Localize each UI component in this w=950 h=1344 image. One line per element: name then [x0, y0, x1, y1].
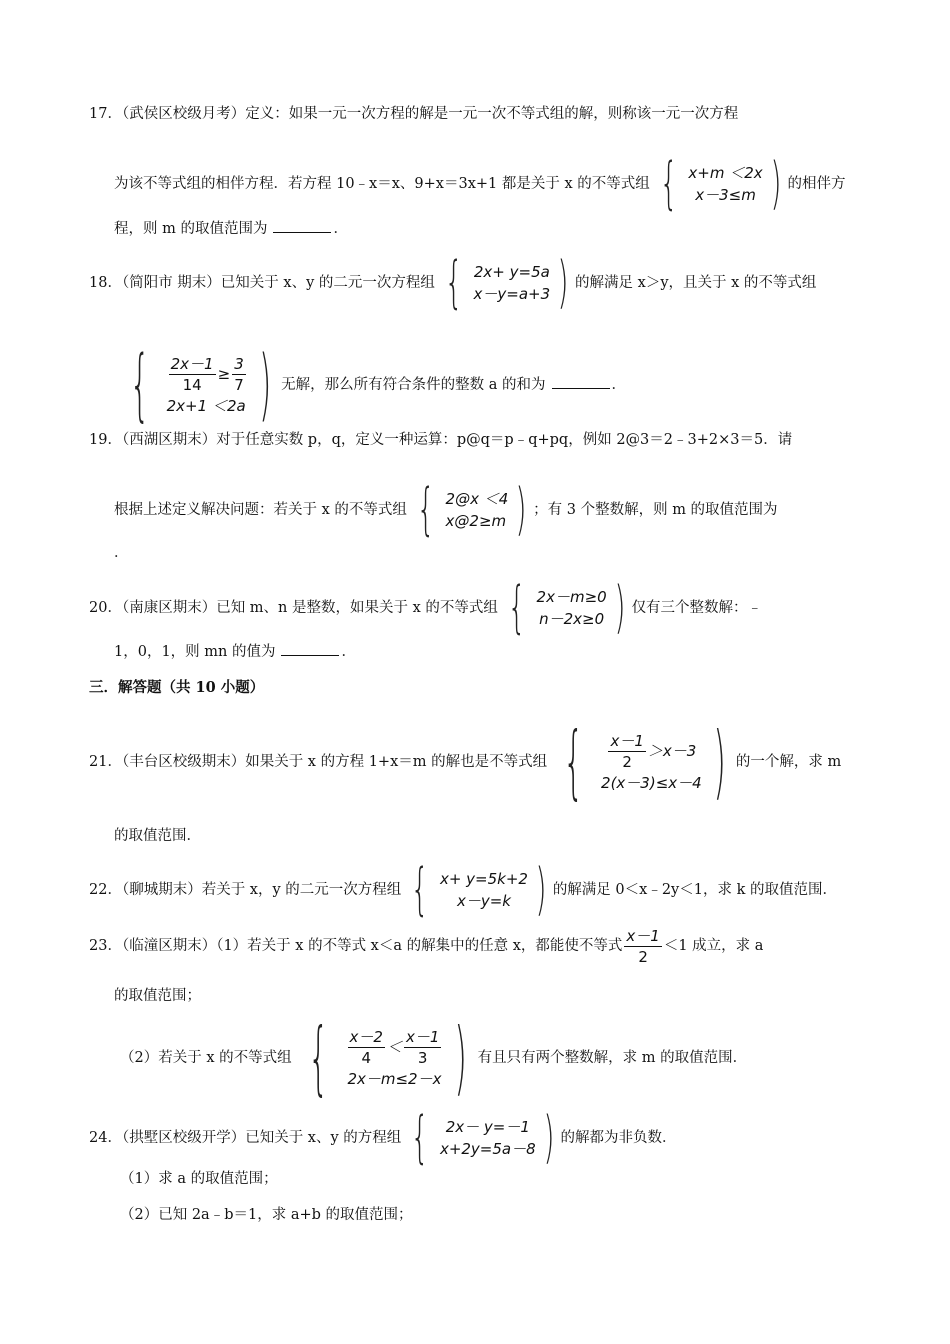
q23-line3 [120, 1011, 748, 1104]
q18-text: 无解，那么所有符合条件的整数 a 的和为 [281, 377, 546, 393]
sys-row: x@2≥m [445, 512, 507, 530]
bracket-right-icon: ) [543, 1105, 555, 1170]
q22-equation-system [402, 857, 552, 922]
q18-inequality-system [115, 340, 280, 430]
q23-text-b: ＜1 成立，求 a [663, 938, 764, 954]
answer-blank [552, 374, 610, 389]
bracket-right-icon: ) [557, 250, 569, 315]
bracket-right-icon: ) [258, 340, 272, 430]
bracket-right-icon: ) [713, 715, 726, 808]
q22-text-a: 22．（聊城期末）若关于 x，y 的二元一次方程组 [89, 882, 402, 898]
q24-line1 [89, 1105, 677, 1170]
q19-line3: ． [114, 545, 129, 561]
sys-row: n－2x≥0 [539, 610, 605, 628]
q22-text-b: 的解满足 0＜x﹣2y＜1，求 k 的取值范围． [552, 882, 837, 898]
answer-blank [281, 641, 339, 656]
sys-row: 2x－ y=－1 [445, 1118, 530, 1136]
q21-line2: 的取值范围． [114, 828, 201, 844]
q21-line1 [89, 715, 842, 808]
q23-fraction [624, 926, 661, 967]
q20-inequality-system [499, 575, 631, 640]
q19-line1: 19．（西湖区期末）对于任意实数 p，q，定义一种运算：p@q＝p﹣q+pq，例如 2@3＝2﹣3+2×3＝5．请 [89, 432, 793, 448]
bracket-right-icon: ) [614, 575, 626, 640]
bracket-right-icon: ) [535, 857, 547, 922]
sys-row: 2(x－3)≤x－4 [601, 773, 702, 792]
q17-text: 程，则 m 的取值范围为 [114, 221, 268, 237]
sys-row: x－y=k [456, 892, 511, 910]
q20-text: 1，0，1，则 mn 的值为 [114, 644, 276, 660]
sys-row: 2x+ y=5a [473, 263, 550, 281]
lt-sign: ＜ [386, 1037, 402, 1056]
answer-blank [273, 218, 331, 233]
q17-text-b: 的相伴方 [787, 176, 846, 192]
sys-row: 2x－m≥0 [536, 588, 607, 606]
bracket-right-icon: ) [770, 151, 782, 216]
fraction-numerator: x－2 [349, 1027, 383, 1046]
fraction-denominator: 2 [638, 947, 648, 966]
sys-row: x+m ＜2x [688, 164, 763, 182]
fraction-denominator: 4 [361, 1048, 372, 1067]
q24-text-a: 24．（拱墅区校级开学）已知关于 x、y 的方程组 [89, 1130, 402, 1146]
bracket-right-icon: ) [515, 477, 527, 542]
fraction-numerator: x－1 [626, 926, 660, 945]
q18-period: ． [611, 377, 627, 393]
q23-inequality-system [293, 1011, 477, 1104]
q17-line2 [114, 151, 846, 216]
q20-line1 [89, 575, 763, 640]
q24-equation-system [402, 1105, 559, 1170]
q19-text-a: 根据上述定义解决问题：若关于 x 的不等式组 [114, 502, 407, 518]
q21-inequality-system [548, 715, 735, 808]
brace-icon: { [129, 340, 150, 430]
q23-line2: 的取值范围； [114, 988, 201, 1004]
sys-row [346, 1027, 444, 1068]
q22-line1 [89, 857, 837, 922]
q17-inequality-system [651, 151, 787, 216]
q23-text-a: 23．（临潼区期末）（1）若关于 x 的不等式 x＜a 的解集中的任意 x，都能使不等式 [89, 938, 623, 954]
q18-line2 [114, 340, 627, 430]
fraction-numerator: x－1 [405, 1027, 440, 1046]
q17-text-a: 为该不等式组的相伴方程．若方程 10﹣x＝x、9+x＝3x+1 都是关于 x 的不等式组 [114, 176, 650, 192]
sys-row: 2x－m≤2－x [347, 1069, 442, 1088]
q20-period: ． [341, 644, 356, 660]
q23-line1 [89, 924, 763, 968]
brace-icon: { [507, 575, 526, 640]
ge-sign: ≥ [217, 364, 231, 383]
brace-icon: { [563, 715, 584, 808]
q21-text-a: 21．（丰台区校级期末）如果关于 x 的方程 1+x＝m 的解也是不等式组 [89, 754, 548, 770]
fraction-denominator: 14 [182, 375, 202, 394]
row-rest: ＞x－3 [647, 741, 697, 760]
fraction-denominator: 3 [417, 1048, 428, 1067]
q18-text-b: 的解满足 x＞y，且关于 x 的不等式组 [575, 275, 817, 291]
fraction-denominator: 2 [622, 752, 632, 771]
q23-text-c: （2）若关于 x 的不等式组 [120, 1050, 292, 1066]
brace-icon: { [416, 477, 435, 542]
q18-equation-system [436, 250, 574, 315]
fraction-denominator: 7 [234, 375, 244, 394]
brace-icon: { [307, 1011, 329, 1104]
sys-row: x+ y=5k+2 [439, 870, 528, 888]
brace-icon: { [444, 250, 463, 315]
q21-text-b: 的一个解，求 m [735, 754, 842, 770]
q18-text-a: 18．（简阳市 期末）已知关于 x、y 的二元一次方程组 [89, 275, 435, 291]
bracket-right-icon: ) [454, 1011, 468, 1104]
q19-text-b: ；有 3 个整数解，则 m 的取值范围为 [533, 502, 778, 518]
q18-line1 [89, 250, 817, 315]
sys-row [167, 354, 248, 395]
brace-icon: { [411, 1105, 430, 1170]
sys-row: x+2y=5a－8 [439, 1140, 536, 1158]
sys-row: 2@x ＜4 [445, 490, 509, 508]
q24-sub1: （1）求 a 的取值范围； [120, 1171, 278, 1187]
sys-row: 2x+1 ＜2a [166, 396, 246, 415]
q17-period: ． [333, 221, 348, 237]
fraction-numerator: x－1 [610, 731, 644, 750]
q19-inequality-system [408, 477, 532, 542]
q17-line3 [114, 218, 348, 239]
fraction-numerator: 3 [234, 354, 244, 373]
q20-text-b: 仅有三个整数解：﹣ [631, 600, 763, 616]
q24-text-b: 的解都为非负数． [560, 1130, 677, 1146]
fraction-numerator: 2x－1 [170, 354, 214, 373]
sys-row: x－y=a+3 [473, 285, 551, 303]
brace-icon: { [411, 857, 430, 922]
q24-sub2: （2）已知 2a﹣b＝1，求 a+b 的取值范围； [120, 1207, 413, 1223]
section-heading: 三．解答题（共 10 小题） [89, 679, 265, 696]
sys-row [601, 731, 702, 772]
q20-line2 [114, 641, 356, 662]
q17-line1: 17．（武侯区校级月考）定义：如果一元一次方程的解是一元一次不等式组的解，则称该一元一次方程 [89, 106, 739, 122]
sys-row: x－3≤m [695, 186, 756, 204]
brace-icon: { [659, 151, 678, 216]
q23-text-d: 有且只有两个整数解，求 m 的取值范围． [477, 1050, 748, 1066]
q20-text-a: 20．（南康区期末）已知 m、n 是整数，如果关于 x 的不等式组 [89, 600, 498, 616]
q19-line2 [114, 477, 778, 542]
